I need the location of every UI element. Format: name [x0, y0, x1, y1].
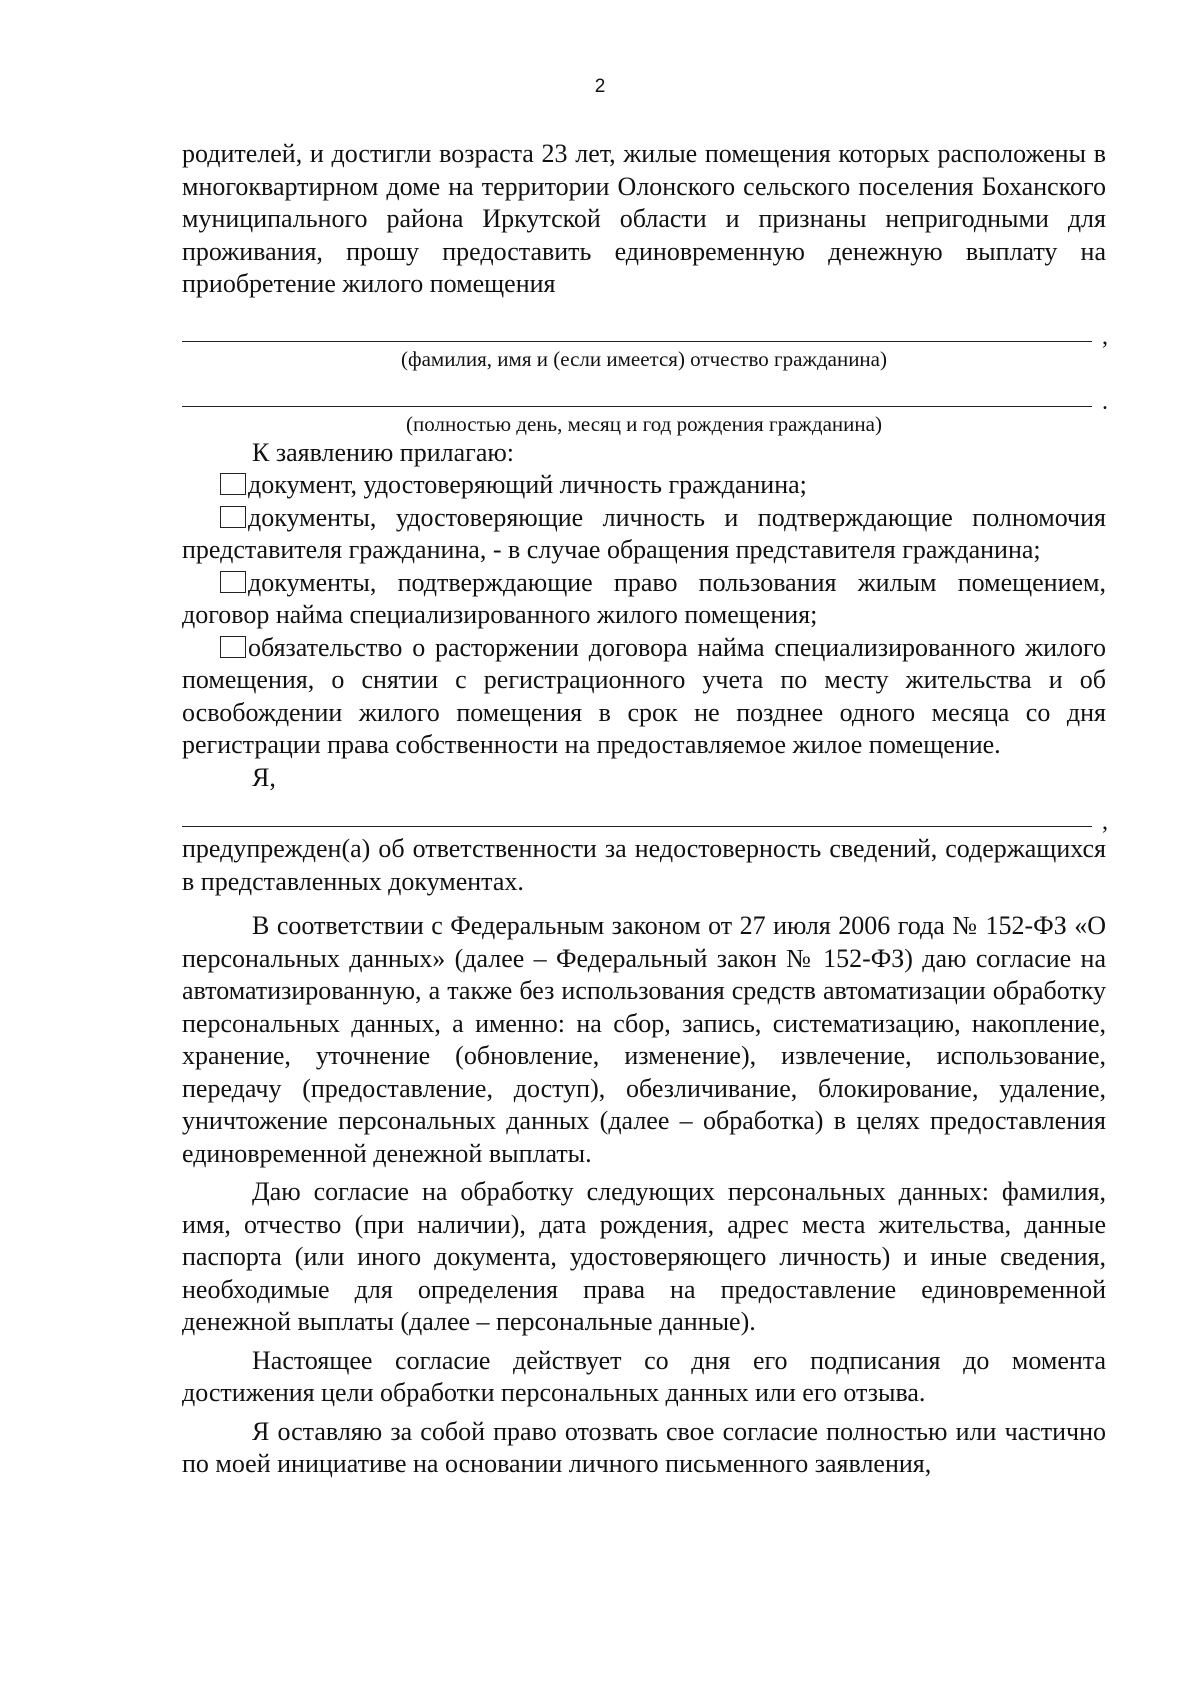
birth-date-caption: (полностью день, месяц и год рождения гражданина)	[406, 411, 882, 436]
full-name-field[interactable]	[182, 315, 1108, 350]
attachment-checkbox-3[interactable]	[220, 571, 246, 593]
attachment-item-4	[182, 632, 1106, 762]
attachment-item-1	[182, 469, 1106, 502]
attachment-item-2	[182, 502, 1106, 567]
applicant-name-field-end: ,	[1102, 809, 1108, 835]
warning-paragraph: предупрежден(а) об ответственности за недостоверность сведений, содержащихся в представленных документах.	[182, 834, 1106, 896]
attachments-heading: К заявлению прилагаю:	[252, 437, 515, 467]
consent-paragraph-1: В соответствии с Федеральным законом от 27 июля 2006 года № 152-ФЗ «О персональных данных» (далее – Федеральный закон № 152-ФЗ) даю согласие на автоматизированную, а также без использования средств автоматизации обработку персональных данных, а именно: на сбор, запись, систематизацию, накопление, хранение, уточнение (обновление, изменение), извлечение, использование, передачу (предоставление, доступ), обезличивание, блокирование, удаление, уничтожение персональных данных (далее – обработка) в целях предоставления единовременной денежной выплаты.	[182, 911, 1106, 1168]
ya-label: Я,	[252, 762, 276, 792]
attachment-text-1: документ, удостоверяющий личность гражданина;	[248, 470, 807, 499]
consent-paragraph-4: Я оставляю за собой право отозвать свое согласие полностью или частично по моей инициативе на основании личного письменного заявления,	[182, 1416, 1106, 1478]
attachment-text-2: документы, удостоверяющие личность и подтверждающие полномочия представителя гражданина, - в случае обращения представителя гражданина;	[182, 502, 1106, 564]
page-number: 2	[594, 76, 606, 97]
attachment-checkbox-2[interactable]	[220, 506, 246, 528]
attachment-checkbox-1[interactable]	[220, 473, 246, 495]
birth-date-field[interactable]	[182, 380, 1108, 415]
full-name-caption: (фамилия, имя и (если имеется) отчество гражданина)	[400, 346, 887, 371]
attachment-text-4: обязательство о расторжении договора найма специализированного жилого помещения, о снятии с регистрационного учета по месту жительства и об освобождении жилого помещения в срок не позднее одного месяца со дня регистрации права собственности на предоставляемое жилое помещение.	[182, 632, 1106, 759]
document-body	[182, 138, 1106, 1481]
attachment-item-3	[182, 567, 1106, 632]
applicant-name-field[interactable]	[182, 800, 1108, 835]
intro-paragraph: родителей, и достигли возраста 23 лет, жилые помещения которых расположены в многоквартирном доме на территории Олонского сельского поселения Боханского муниципального района Иркутской области и признаны непригодными для проживания, прошу предоставить единовременную денежную выплату на приобретение жилого помещения	[182, 139, 1106, 298]
attachment-checkbox-4[interactable]	[220, 636, 246, 658]
birth-date-field-end: .	[1102, 388, 1108, 415]
consent-paragraph-3: Настоящее согласие действует со дня его подписания до момента достижения цели обработки персональных данных или его отзыва.	[182, 1345, 1106, 1407]
attachment-text-3: документы, подтверждающие право пользования жилым помещением, договор найма специализированного жилого помещения;	[182, 567, 1106, 629]
consent-paragraph-2: Даю согласие на обработку следующих персональных данных: фамилия, имя, отчество (при наличии), дата рождения, адрес места жительства, данные паспорта (или иного документа, удостоверяющего личность) и иные сведения, необходимые для определения права на предоставление единовременной денежной выплаты (далее – персональные данные).	[182, 1177, 1106, 1336]
full-name-field-end: ,	[1102, 323, 1108, 350]
